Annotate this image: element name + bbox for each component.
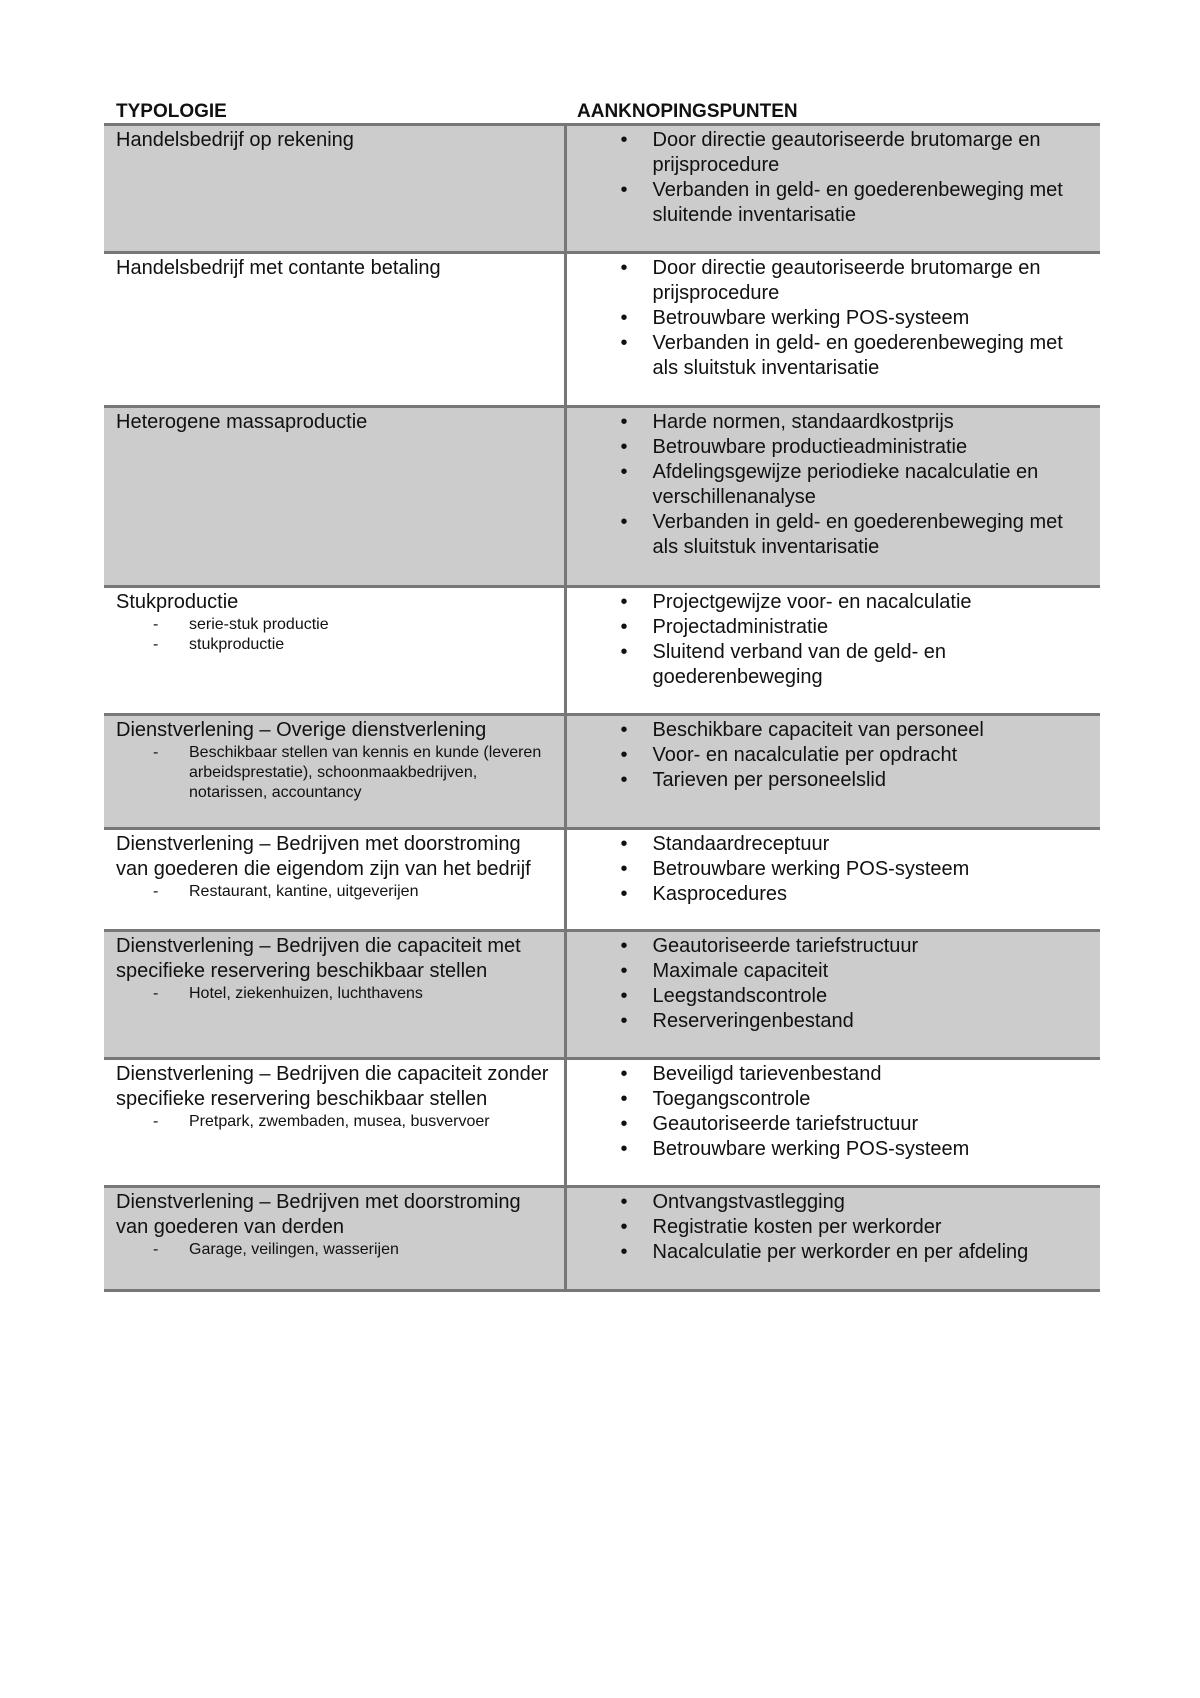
list-item xyxy=(579,590,1091,615)
list-item xyxy=(579,768,1091,793)
bullet-icon: • xyxy=(620,1113,628,1135)
bullet-icon: • xyxy=(620,744,628,766)
point-text: Maximale capaciteit xyxy=(652,960,829,982)
point-text: Ontvangstvastlegging xyxy=(652,1191,845,1213)
bullet-icon: • xyxy=(620,833,628,855)
header-typologie: TYPOLOGIE xyxy=(104,96,565,125)
table-row xyxy=(104,715,1100,829)
point-text: Tarieven per personeelslid xyxy=(652,769,886,791)
bullet-icon: • xyxy=(620,307,628,329)
list-item xyxy=(579,882,1091,907)
point-text: Verbanden in geld- en goederenbeweging met als sluitstuk inventarisatie xyxy=(652,332,1063,379)
bullet-icon: • xyxy=(620,616,628,638)
list-item xyxy=(579,1137,1091,1162)
list-item xyxy=(579,1087,1091,1112)
list-item xyxy=(579,832,1091,857)
bullet-icon: • xyxy=(620,411,628,433)
points-list xyxy=(579,832,1091,907)
example-item xyxy=(153,984,554,1004)
bullet-icon: • xyxy=(620,769,628,791)
table-row xyxy=(104,587,1100,715)
point-text: Betrouwbare productieadministratie xyxy=(652,436,968,458)
points-list xyxy=(579,128,1091,228)
point-text: Betrouwbare werking POS-systeem xyxy=(652,858,970,880)
point-text: Verbanden in geld- en goederenbeweging met sluitende inventarisatie xyxy=(652,179,1063,226)
dash-marker-icon: - xyxy=(153,636,159,653)
typology-cell xyxy=(104,125,565,253)
typology-label: Dienstverlening – Bedrijven met doorstroming van goederen van derden xyxy=(116,1191,521,1238)
point-text: Afdelingsgewijze periodieke nacalculatie en verschillenanalyse xyxy=(652,461,1039,508)
dash-marker-icon: - xyxy=(153,1113,159,1130)
bullet-icon: • xyxy=(620,129,628,151)
list-item xyxy=(579,1112,1091,1137)
list-item xyxy=(579,410,1091,435)
list-item xyxy=(579,510,1091,560)
typology-label: Dienstverlening – Overige dienstverlening xyxy=(116,719,487,741)
bullet-icon: • xyxy=(620,985,628,1007)
aanknopingspunten-cell xyxy=(565,407,1100,587)
typology-label: Dienstverlening – Bedrijven met doorstroming van goederen die eigendom zijn van het bedrijf xyxy=(116,833,531,880)
points-list xyxy=(579,718,1091,793)
point-text: Voor- en nacalculatie per opdracht xyxy=(652,744,958,766)
list-item xyxy=(579,718,1091,743)
dash-marker-icon: - xyxy=(153,616,159,633)
aanknopingspunten-cell xyxy=(565,1059,1100,1187)
point-text: Verbanden in geld- en goederenbeweging met als sluitstuk inventarisatie xyxy=(652,511,1063,558)
typology-examples xyxy=(116,882,554,902)
bullet-icon: • xyxy=(620,591,628,613)
example-text: Pretpark, zwembaden, musea, busvervoer xyxy=(189,1113,490,1130)
dash-marker-icon: - xyxy=(153,883,159,900)
bullet-icon: • xyxy=(620,436,628,458)
list-item xyxy=(579,128,1091,178)
typology-cell xyxy=(104,1059,565,1187)
points-list xyxy=(579,256,1091,381)
bullet-icon: • xyxy=(620,1191,628,1213)
example-item xyxy=(153,743,554,803)
bullet-icon: • xyxy=(620,511,628,533)
table-header-row xyxy=(104,96,1100,125)
aanknopingspunten-cell xyxy=(565,715,1100,829)
bullet-icon: • xyxy=(620,179,628,201)
list-item xyxy=(579,934,1091,959)
list-item xyxy=(579,306,1091,331)
bullet-icon: • xyxy=(620,858,628,880)
table-row xyxy=(104,931,1100,1059)
table-row xyxy=(104,125,1100,253)
list-item xyxy=(579,857,1091,882)
typology-cell xyxy=(104,587,565,715)
typology-label: Handelsbedrijf op rekening xyxy=(116,129,354,151)
bullet-icon: • xyxy=(620,960,628,982)
list-item xyxy=(579,1240,1091,1265)
typology-cell xyxy=(104,407,565,587)
bullet-icon: • xyxy=(620,1138,628,1160)
typology-label: Heterogene massaproductie xyxy=(116,411,368,433)
bullet-icon: • xyxy=(620,1241,628,1263)
typology-label: Handelsbedrijf met contante betaling xyxy=(116,257,441,279)
point-text: Standaardreceptuur xyxy=(652,833,830,855)
point-text: Harde normen, standaardkostprijs xyxy=(652,411,954,433)
list-item xyxy=(579,640,1091,690)
bullet-icon: • xyxy=(620,1216,628,1238)
point-text: Door directie geautoriseerde brutomarge en prijsprocedure xyxy=(652,129,1041,176)
point-text: Beveiligd tarievenbestand xyxy=(652,1063,882,1085)
typology-examples xyxy=(116,1112,554,1132)
typology-examples xyxy=(116,1240,554,1260)
point-text: Projectadministratie xyxy=(652,616,829,638)
bullet-icon: • xyxy=(620,1063,628,1085)
bullet-icon: • xyxy=(620,257,628,279)
table-row xyxy=(104,829,1100,931)
bullet-icon: • xyxy=(620,332,628,354)
list-item xyxy=(579,256,1091,306)
points-list xyxy=(579,590,1091,690)
typology-label: Dienstverlening – Bedrijven die capaciteit zonder specifieke reservering beschikbaar stellen xyxy=(116,1063,549,1110)
list-item xyxy=(579,435,1091,460)
point-text: Projectgewijze voor- en nacalculatie xyxy=(652,591,972,613)
points-list xyxy=(579,934,1091,1034)
point-text: Leegstandscontrole xyxy=(652,985,828,1007)
list-item xyxy=(579,1215,1091,1240)
point-text: Kasprocedures xyxy=(652,883,788,905)
typology-cell xyxy=(104,1187,565,1291)
typology-cell xyxy=(104,715,565,829)
typology-table xyxy=(104,96,1100,1292)
list-item xyxy=(579,460,1091,510)
point-text: Registratie kosten per werkorder xyxy=(652,1216,942,1238)
points-list xyxy=(579,410,1091,560)
point-text: Reserveringenbestand xyxy=(652,1010,854,1032)
typology-examples xyxy=(116,743,554,803)
list-item xyxy=(579,1009,1091,1034)
list-item xyxy=(579,1190,1091,1215)
document-page xyxy=(104,96,1100,1292)
example-text: Hotel, ziekenhuizen, luchthavens xyxy=(189,985,423,1002)
example-item xyxy=(153,882,554,902)
example-item xyxy=(153,635,554,655)
point-text: Nacalculatie per werkorder en per afdeling xyxy=(652,1241,1029,1263)
aanknopingspunten-cell xyxy=(565,931,1100,1059)
dash-marker-icon: - xyxy=(153,1241,159,1258)
typology-label: Dienstverlening – Bedrijven die capaciteit met specifieke reservering beschikbaar stellen xyxy=(116,935,521,982)
bullet-icon: • xyxy=(620,1010,628,1032)
aanknopingspunten-cell xyxy=(565,253,1100,407)
typology-cell xyxy=(104,931,565,1059)
list-item xyxy=(579,1062,1091,1087)
point-text: Betrouwbare werking POS-systeem xyxy=(652,1138,970,1160)
bullet-icon: • xyxy=(620,641,628,663)
list-item xyxy=(579,615,1091,640)
example-text: Beschikbaar stellen van kennis en kunde (leveren arbeidsprestatie), schoonmaakbedrijven, notarissen, accountancy xyxy=(189,744,542,801)
bullet-icon: • xyxy=(620,719,628,741)
list-item xyxy=(579,331,1091,381)
point-text: Betrouwbare werking POS-systeem xyxy=(652,307,970,329)
bullet-icon: • xyxy=(620,1088,628,1110)
typology-examples xyxy=(116,984,554,1004)
example-item xyxy=(153,1112,554,1132)
typology-examples xyxy=(116,615,554,655)
dash-marker-icon: - xyxy=(153,744,159,761)
example-item xyxy=(153,615,554,635)
example-text: serie-stuk productie xyxy=(189,616,329,633)
aanknopingspunten-cell xyxy=(565,587,1100,715)
bullet-icon: • xyxy=(620,883,628,905)
table-row xyxy=(104,1187,1100,1291)
aanknopingspunten-cell xyxy=(565,1187,1100,1291)
table-row xyxy=(104,407,1100,587)
point-text: Toegangscontrole xyxy=(652,1088,811,1110)
point-text: Sluitend verband van de geld- en goederenbeweging xyxy=(652,641,947,688)
typology-label: Stukproductie xyxy=(116,591,239,613)
point-text: Geautoriseerde tariefstructuur xyxy=(652,1113,919,1135)
point-text: Door directie geautoriseerde brutomarge en prijsprocedure xyxy=(652,257,1041,304)
points-list xyxy=(579,1190,1091,1265)
typology-cell xyxy=(104,253,565,407)
aanknopingspunten-cell xyxy=(565,125,1100,253)
list-item xyxy=(579,984,1091,1009)
list-item xyxy=(579,959,1091,984)
bullet-icon: • xyxy=(620,935,628,957)
table-row xyxy=(104,253,1100,407)
example-item xyxy=(153,1240,554,1260)
bullet-icon: • xyxy=(620,461,628,483)
table-body xyxy=(104,125,1100,1291)
points-list xyxy=(579,1062,1091,1162)
list-item xyxy=(579,743,1091,768)
dash-marker-icon: - xyxy=(153,985,159,1002)
list-item xyxy=(579,178,1091,228)
header-aanknopingspunten: AANKNOPINGSPUNTEN xyxy=(565,96,1100,125)
point-text: Beschikbare capaciteit van personeel xyxy=(652,719,984,741)
aanknopingspunten-cell xyxy=(565,829,1100,931)
point-text: Geautoriseerde tariefstructuur xyxy=(652,935,919,957)
typology-cell xyxy=(104,829,565,931)
table-row xyxy=(104,1059,1100,1187)
example-text: Restaurant, kantine, uitgeverijen xyxy=(189,883,419,900)
example-text: stukproductie xyxy=(189,636,285,653)
example-text: Garage, veilingen, wasserijen xyxy=(189,1241,399,1258)
